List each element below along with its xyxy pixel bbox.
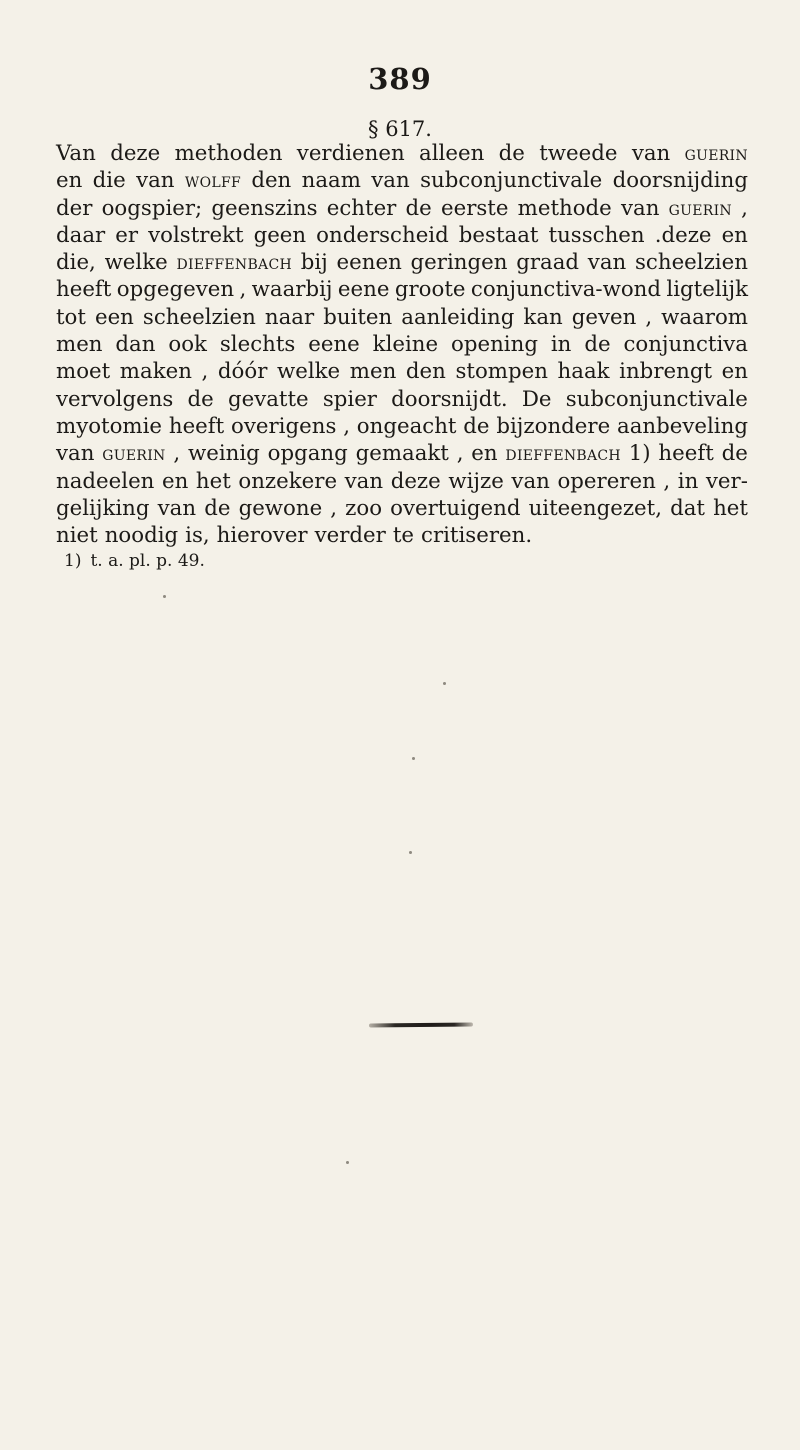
word: verdienen — [296, 141, 405, 166]
word: de — [721, 441, 748, 467]
word: ook — [168, 332, 207, 358]
word: inbrengt — [619, 359, 713, 385]
text-line — [56, 276, 748, 303]
word: scheelzien — [142, 304, 256, 330]
word: oogspier; — [101, 195, 203, 221]
word: gevatte — [227, 386, 309, 412]
word: onzekere — [238, 468, 338, 494]
word: heeft — [56, 277, 112, 303]
text-line — [56, 304, 748, 331]
text-line — [56, 331, 748, 358]
word: gewone — [238, 495, 323, 521]
author-name: dieffenbach — [505, 442, 621, 466]
paper-speck — [443, 682, 446, 685]
text-line — [56, 495, 748, 522]
word: , — [201, 359, 209, 385]
word: van — [371, 168, 410, 194]
text-line — [56, 358, 748, 385]
word: te — [392, 523, 415, 549]
word: de — [584, 332, 611, 358]
word: kan — [523, 304, 563, 330]
word: en — [471, 441, 498, 467]
word: tusschen — [548, 222, 645, 248]
word: gemaakt — [355, 441, 449, 467]
word: eene — [308, 332, 360, 358]
word: haak — [557, 359, 610, 385]
word: aanbeveling — [617, 413, 748, 439]
word: critiseren. — [421, 523, 533, 549]
word: die, — [56, 250, 96, 276]
word: men — [56, 332, 103, 358]
author-name: dieffenbach — [176, 251, 292, 275]
word: opgegeven — [116, 277, 235, 303]
decorative-rule — [369, 1022, 473, 1027]
word: van — [511, 468, 550, 494]
word: dat — [670, 495, 705, 521]
paragraph — [56, 140, 748, 549]
word: de — [204, 495, 231, 521]
word: methode — [517, 195, 612, 221]
word: scheelzien — [635, 250, 748, 276]
word: is, — [185, 523, 210, 549]
word: , — [663, 468, 671, 494]
word: opgang — [267, 441, 348, 467]
word: , — [741, 195, 748, 221]
word: wijze — [448, 468, 504, 494]
word: verder — [314, 523, 386, 549]
paper-speck — [412, 757, 415, 760]
word: bestaat — [458, 222, 539, 248]
word: eene — [337, 277, 390, 303]
word: , — [239, 277, 247, 303]
word: die — [92, 168, 126, 194]
word: uiteengezet, — [528, 495, 662, 521]
word: en — [56, 168, 83, 194]
word: de — [463, 413, 490, 439]
paper-speck — [409, 851, 412, 854]
word: gelijking — [56, 495, 150, 521]
word: de — [187, 386, 214, 412]
author-name: guerin — [684, 142, 748, 165]
word: deze — [110, 141, 161, 166]
word: slechts — [219, 332, 296, 358]
word: maken — [119, 359, 192, 385]
word: deze — [390, 468, 441, 494]
word: , — [456, 441, 464, 467]
word: overtuigend — [390, 495, 521, 521]
word: buiten — [323, 304, 393, 330]
word: het — [713, 495, 748, 521]
word: er — [115, 222, 139, 248]
word: eerste — [440, 195, 509, 221]
word: doorsnijding — [612, 168, 748, 194]
word: en — [721, 222, 748, 248]
word: moet — [56, 359, 111, 385]
paper-speck — [346, 1161, 349, 1164]
word: dan — [115, 332, 156, 358]
author-name: guerin — [668, 196, 732, 220]
word: een — [94, 304, 134, 330]
word: en — [721, 359, 748, 385]
text-line — [56, 386, 748, 413]
word: opereren — [557, 468, 656, 494]
text-line — [56, 522, 748, 549]
word: geven — [571, 304, 637, 330]
text-line — [56, 222, 748, 249]
text-line — [56, 249, 748, 276]
word: Van — [56, 141, 96, 166]
body-text — [56, 140, 748, 571]
section-heading: § 617. — [368, 117, 432, 141]
word: naam — [301, 168, 361, 194]
word: subconjunctivale — [565, 386, 748, 412]
word: doorsnijdt. — [391, 386, 508, 412]
word: welke — [104, 250, 168, 276]
word: en — [161, 468, 189, 494]
word: geenszins — [211, 195, 318, 221]
word: ongeacht — [356, 413, 457, 439]
word: kleine — [372, 332, 439, 358]
word: groote — [394, 277, 466, 303]
word: den — [251, 168, 292, 194]
word: weinig — [188, 441, 260, 467]
word: niet — [56, 523, 98, 549]
word: eenen — [336, 250, 402, 276]
word: naar — [264, 304, 315, 330]
word: der — [56, 195, 93, 221]
word: het — [195, 468, 231, 494]
word: volstrekt — [148, 222, 244, 248]
paper-speck — [163, 595, 166, 598]
word: welke — [277, 359, 341, 385]
word: .deze — [654, 222, 712, 248]
word: De — [521, 386, 552, 412]
word: noodig — [104, 523, 179, 549]
word: waarom — [661, 304, 748, 330]
word: van — [631, 141, 671, 166]
word: waarbij — [251, 277, 333, 303]
word: heeft — [168, 413, 225, 439]
word: onderscheid — [316, 222, 449, 248]
text-line — [56, 413, 748, 440]
word: ver- — [705, 468, 748, 494]
word: daar — [56, 222, 106, 248]
author-name: guerin — [102, 442, 166, 466]
text-line — [56, 195, 748, 222]
word: methoden — [174, 141, 283, 166]
word: hierover — [216, 523, 308, 549]
word: spier — [322, 386, 377, 412]
word: den — [405, 359, 446, 385]
word: 1) — [628, 441, 651, 467]
word: stompen — [455, 359, 548, 385]
word: graad — [516, 250, 580, 276]
word: ligtelijk — [666, 277, 748, 303]
word: alleen — [419, 141, 485, 166]
word: echter — [326, 195, 397, 221]
word: van — [344, 468, 384, 494]
word: van — [56, 441, 95, 467]
word: geen — [253, 222, 307, 248]
footnote-text: t. a. pl. p. 49. — [90, 551, 205, 572]
footnote — [64, 551, 748, 571]
footnote-marker: 1) — [64, 551, 82, 572]
word: , — [343, 413, 350, 439]
word: bij — [300, 250, 328, 276]
word: , — [330, 495, 338, 521]
word: myotomie — [56, 413, 163, 439]
word: de — [405, 195, 432, 221]
word: de — [498, 141, 525, 166]
word: van — [587, 250, 627, 276]
word: overigens — [231, 413, 337, 439]
word: men — [349, 359, 397, 385]
page-number: 389 — [368, 62, 432, 96]
word: opening — [451, 332, 538, 358]
word: geringen — [410, 250, 508, 276]
word: van — [620, 195, 660, 221]
word: aanleiding — [401, 304, 515, 330]
word: nadeelen — [56, 468, 155, 494]
text-line — [56, 468, 748, 495]
text-line — [56, 440, 748, 467]
word: , — [645, 304, 653, 330]
word: bijzondere — [496, 413, 611, 439]
word: subconjunctivale — [420, 168, 603, 194]
word: tweede — [539, 141, 618, 166]
word: tot — [56, 304, 86, 330]
author-name: wolff — [184, 169, 241, 193]
text-line — [56, 140, 748, 167]
word: heeft — [658, 441, 714, 467]
word: van — [157, 495, 197, 521]
word: dóór — [217, 359, 268, 385]
word: vervolgens — [56, 386, 174, 412]
word: , — [173, 441, 181, 467]
word: in — [677, 468, 699, 494]
word: van — [136, 168, 175, 194]
text-line — [56, 167, 748, 194]
word: in — [550, 332, 572, 358]
word: conjunctiva — [623, 332, 748, 358]
word: conjunctiva-wond — [470, 277, 662, 303]
word: zoo — [345, 495, 383, 521]
